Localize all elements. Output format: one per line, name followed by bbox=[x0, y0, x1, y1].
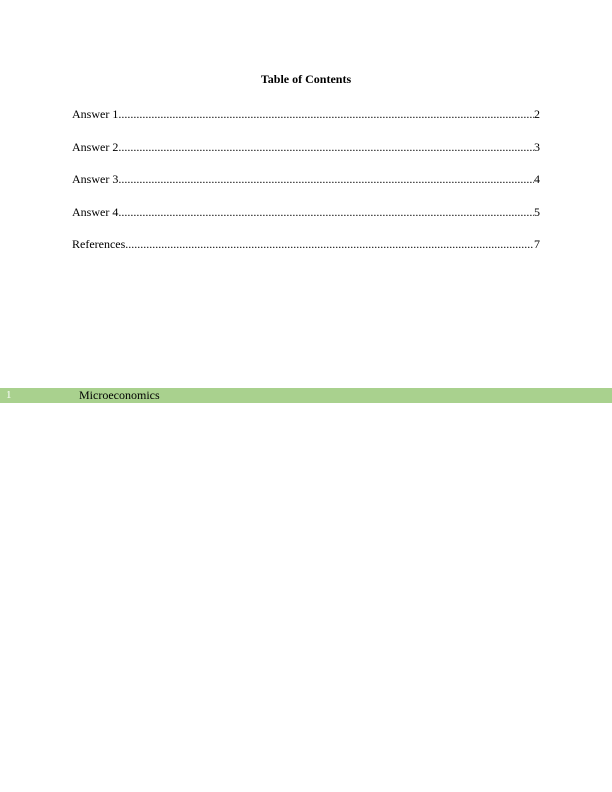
toc-entry-page: 3 bbox=[534, 139, 540, 154]
toc-entry-page: 7 bbox=[534, 237, 540, 252]
toc-entry-answer-4[interactable] bbox=[72, 204, 540, 220]
toc-entry-page: 2 bbox=[534, 107, 540, 121]
running-title: Microeconomics bbox=[79, 388, 160, 402]
toc-dot-leader bbox=[125, 236, 534, 252]
toc-entry-label: Answer 1 bbox=[72, 107, 119, 121]
toc-entry-answer-1[interactable] bbox=[72, 106, 540, 122]
toc-dot-leader bbox=[118, 171, 534, 187]
toc-dot-leader bbox=[118, 106, 534, 122]
toc-entry-page: 4 bbox=[534, 172, 540, 187]
toc-entry-references[interactable] bbox=[72, 236, 540, 252]
toc-list bbox=[72, 106, 540, 269]
toc-entry-label: Answer 3 bbox=[72, 172, 119, 187]
toc-entry-label: Answer 2 bbox=[72, 139, 119, 154]
toc-entry-label: References bbox=[72, 237, 126, 252]
toc-entry-answer-2[interactable] bbox=[72, 139, 540, 155]
page-footer-band bbox=[0, 388, 612, 403]
toc-entry-answer-3[interactable] bbox=[72, 171, 540, 187]
toc-entry-page: 5 bbox=[534, 204, 540, 219]
toc-title: Table of Contents bbox=[260, 72, 352, 86]
page-number: 1 bbox=[6, 389, 12, 401]
toc-entry-label: Answer 4 bbox=[72, 204, 119, 219]
toc-dot-leader bbox=[118, 204, 534, 220]
toc-dot-leader bbox=[118, 139, 534, 155]
